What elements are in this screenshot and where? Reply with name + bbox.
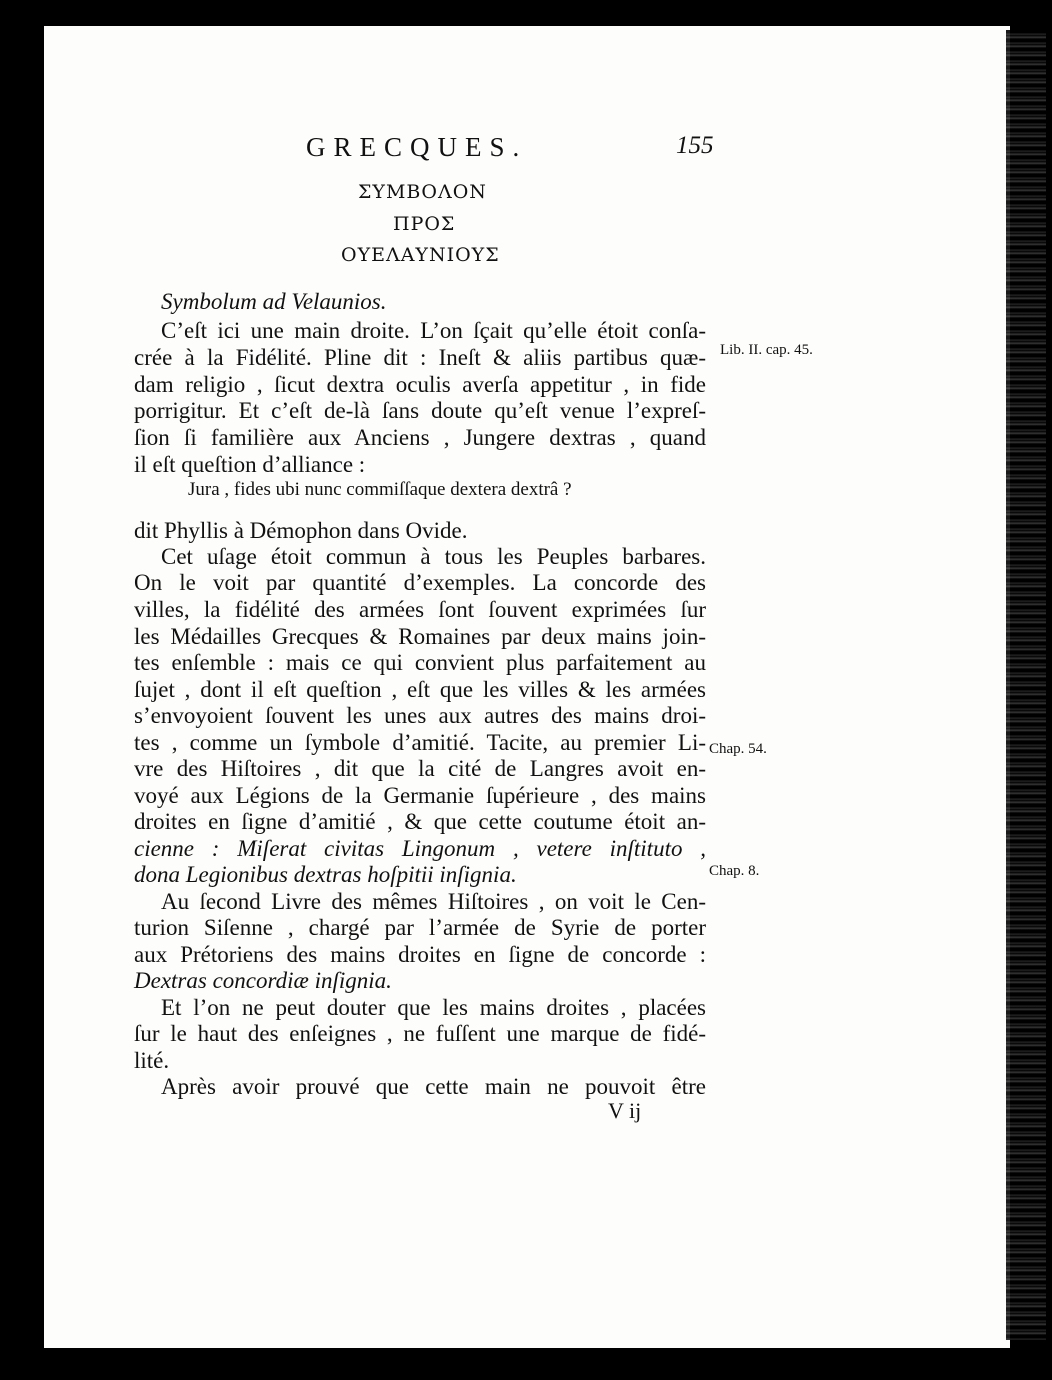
text-line: turion Siſenne , chargé par l’armée de Syrie de porter [134, 915, 706, 940]
text-line: droites en ſigne d’amitié , & que cette coutume étoit an- [134, 809, 706, 834]
page-edge-shadow [1006, 30, 1046, 1340]
text-line: il eſt queſtion d’alliance : [134, 452, 366, 477]
text-line: vre des Hiſtoires , dit que la cité de Langres avoit en- [134, 756, 706, 781]
text-line: aux Prétoriens des mains droites en ſigne de concorde : [134, 942, 706, 967]
text-line: Au ſecond Livre des mêmes Hiſtoires , on voit le Cen- [161, 889, 706, 914]
greek-legend-line-1: ΣΥΜΒΟΛΟΝ [358, 181, 487, 203]
text-line: les Médailles Grecques & Romaines par deux mains join- [134, 624, 706, 649]
text-line: lité. [134, 1048, 170, 1073]
running-title: GRECQUES. [306, 132, 528, 162]
text-line: crée à la Fidélité. Pline dit : Ineſt & aliis partibus quæ- [134, 345, 706, 370]
text-line: Cet uſage étoit commun à tous les Peuples barbares. [161, 544, 706, 569]
text-line: porrigitur. Et c’eſt de-là ſans doute qu’eſt venue l’expreſ- [134, 398, 706, 423]
margin-note: Chap. 54. [709, 741, 767, 757]
text-line: dit Phyllis à Démophon dans Ovide. [134, 518, 468, 543]
text-line: cienne : Miſerat civitas Lingonum , vetere inſtituto , [134, 836, 706, 861]
greek-legend-line-2: ΠΡΟΣ [393, 213, 456, 235]
section-title: Symbolum ad Velaunios. [161, 289, 387, 314]
text-line: ſion ſi familière aux Anciens , Jungere dextras , quand [134, 425, 706, 450]
text-line: Et l’on ne peut douter que les mains droites , placées [161, 995, 706, 1020]
text-line: s’envoyoient ſouvent les unes aux autres des mains droi- [134, 703, 706, 728]
text-line: villes, la fidélité des armées ſont ſouvent exprimées ſur [134, 597, 706, 622]
margin-note: Lib. II. cap. 45. [720, 342, 813, 358]
text-line: dona Legionibus dextras hoſpitii inſignia. [134, 862, 517, 887]
text-line: ſur le haut des enſeignes , ne fuſſent une marque de fidé- [134, 1021, 706, 1046]
text-line: Après avoir prouvé que cette main ne pouvoit être [161, 1074, 706, 1099]
text-line: On le voit par quantité d’exemples. La concorde des [134, 570, 706, 595]
text-line: Dextras concordiæ inſignia. [134, 968, 392, 993]
page-number: 155 [676, 132, 714, 159]
text-line: ſujet , dont il eſt queſtion , eſt que les villes & les armées [134, 677, 706, 702]
text-line: tes enſemble : mais ce qui convient plus parfaitement au [134, 650, 706, 675]
greek-legend-line-3: ΟΥΕΛΑΥΝΙΟΥΣ [341, 244, 500, 266]
text-line: voyé aux Légions de la Germanie ſupérieure , des mains [134, 783, 706, 808]
text-line: C’eſt ici une main droite. L’on ſçait qu’elle étoit conſa- [161, 318, 706, 343]
margin-note: Chap. 8. [709, 863, 760, 879]
text-line: dam religio , ſicut dextra oculis averſa appetitur , in fide [134, 372, 706, 397]
verse-quotation: Jura , fides ubi nunc commiſſaque dextera dextrâ ? [188, 479, 572, 500]
signature-mark: V ij [608, 1098, 642, 1123]
text-line: tes , comme un ſymbole d’amitié. Tacite, au premier Li- [134, 730, 706, 755]
